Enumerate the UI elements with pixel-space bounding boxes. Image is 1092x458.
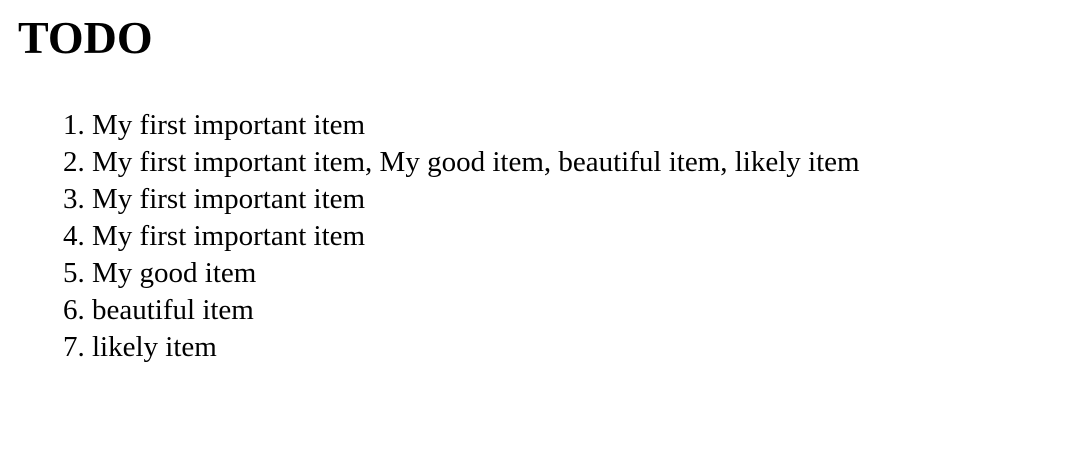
list-item (63, 218, 860, 255)
item-number: 7. (63, 331, 85, 363)
item-text: beautiful item (92, 294, 254, 326)
item-number: 3. (63, 183, 85, 215)
list-item (63, 107, 860, 144)
todo-page (18, 8, 1078, 363)
item-number: 1. (63, 109, 85, 141)
list-item (63, 255, 860, 292)
item-text: My first important item, My good item, beautiful item, likely item (92, 146, 860, 178)
item-number: 2. (63, 146, 85, 178)
item-text: My first important item (92, 220, 366, 252)
page-title: TODO (18, 12, 153, 63)
item-number: 5. (63, 257, 85, 289)
list-item (63, 329, 860, 366)
list-item (63, 292, 860, 329)
item-text: My first important item (92, 183, 366, 215)
todo-list (63, 107, 860, 366)
item-text: likely item (92, 331, 217, 363)
item-text: My good item (92, 257, 257, 289)
item-number: 4. (63, 220, 85, 252)
item-text: My first important item (92, 109, 366, 141)
list-item (63, 144, 860, 181)
item-number: 6. (63, 294, 85, 326)
list-item (63, 181, 860, 218)
